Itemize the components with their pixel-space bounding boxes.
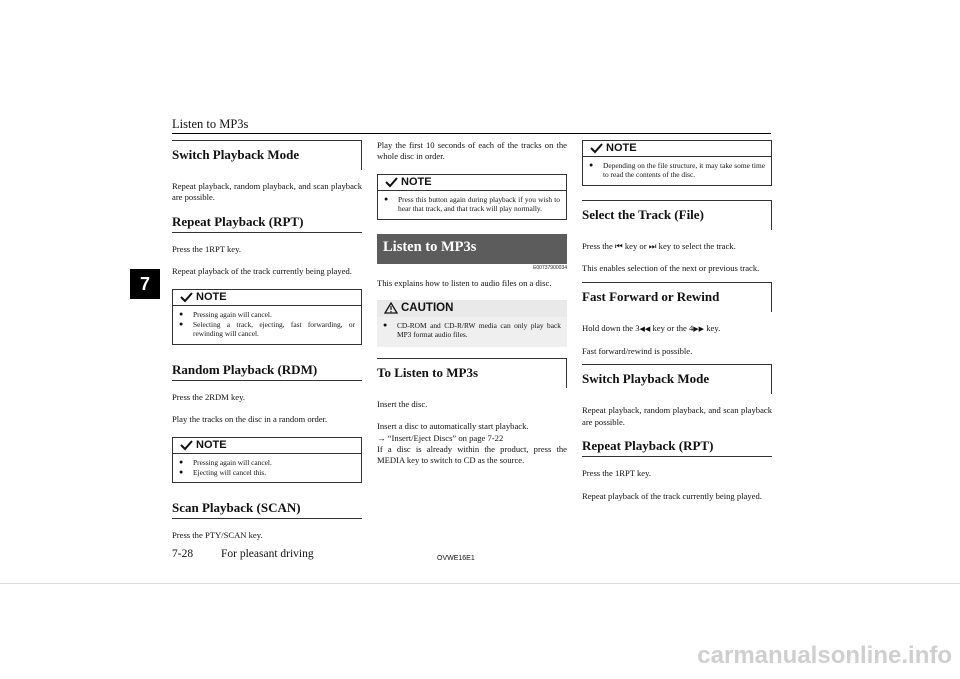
section-title-bar: Listen to MP3s — [377, 234, 567, 264]
paragraph: Fast forward/rewind is possible. — [582, 346, 693, 357]
note-item: ● Press this button again during playback if you wish to hear that track, and that track will play normally. — [384, 195, 560, 214]
column-1 — [172, 140, 362, 542]
footer-code: OVWE16E1 — [437, 555, 475, 562]
fast-forward-icon: ▶▶ — [693, 324, 705, 333]
note-item: ● Pressing again will cancel. — [179, 310, 355, 319]
paragraph: Hold down the 3◀◀ key or the 4▶▶ key. — [582, 322, 721, 333]
paragraph: Play the first 10 seconds of each of the tracks on the whole disc in order. — [377, 140, 567, 162]
caution-item: ● CD-ROM and CD-R/RW media can only play back MP3 format audio files. — [383, 321, 561, 340]
warning-icon — [384, 302, 398, 314]
paragraph: Repeat playback, random playback, and scan playback are possible. — [172, 181, 362, 203]
note-icon — [180, 292, 193, 303]
heading-random-playback: Random Playback (RDM) — [172, 359, 362, 381]
note-item: ● Ejecting will cancel this. — [179, 468, 355, 477]
note-label: NOTE — [606, 142, 637, 154]
column-3 — [582, 140, 772, 502]
page-header-title: Listen to MP3s — [172, 117, 249, 131]
heading-repeat-playback: Repeat Playback (RPT) — [172, 211, 362, 233]
paragraph: Repeat playback of the track currently being played. — [582, 490, 762, 501]
watermark: carmanualsonline.info — [697, 642, 952, 669]
paragraph: If a disc is already within the product, press the MEDIA key to switch to CD as the source. — [377, 444, 567, 466]
heading-to-listen: To Listen to MP3s — [377, 358, 567, 388]
heading-switch-playback: Switch Playback Mode — [582, 364, 772, 394]
note-item: ● Pressing again will cancel. — [179, 458, 355, 467]
paragraph: Insert a disc to automatically start playback. — [377, 421, 529, 432]
note-label: NOTE — [196, 290, 227, 303]
column-2 — [377, 140, 567, 467]
caution-label: CAUTION — [401, 302, 454, 315]
note-label: NOTE — [401, 175, 432, 188]
paragraph: Repeat playback of the track currently being played. — [172, 266, 352, 277]
rewind-icon: ◀◀ — [639, 324, 651, 333]
header-rule — [172, 133, 771, 134]
heading-switch-playback: Switch Playback Mode — [172, 140, 362, 170]
cross-reference: → “Insert/Eject Discs” on page 7-22 — [377, 432, 504, 443]
page-number: 7-28 — [172, 548, 194, 560]
paragraph: Play the tracks on the disc in a random order. — [172, 414, 328, 425]
paragraph: Repeat playback, random playback, and scan playback are possible. — [582, 405, 772, 427]
note-icon — [590, 143, 603, 154]
paragraph: Press the 1RPT key. — [172, 243, 241, 254]
paragraph: Press the 2RDM key. — [172, 391, 245, 402]
paragraph: Insert the disc. — [377, 398, 428, 409]
note-icon — [385, 177, 398, 188]
paragraph: This enables selection of the next or previous track. — [582, 263, 760, 274]
heading-fast-forward: Fast Forward or Rewind — [582, 282, 772, 312]
note-box — [172, 289, 362, 345]
note-item: ● Depending on the file structure, it may take some time to read the contents of the disc. — [589, 161, 765, 180]
paragraph: Press the 1RPT key. — [582, 468, 651, 479]
next-track-icon: ⏭ — [648, 240, 657, 251]
section-code: E00737900034 — [533, 264, 567, 271]
heading-repeat-playback: Repeat Playback (RPT) — [582, 435, 772, 457]
caution-box — [377, 300, 567, 347]
paragraph: This explains how to listen to audio files on a disc. — [377, 277, 552, 288]
note-box — [582, 140, 772, 186]
previous-track-icon: ⏮ — [614, 240, 623, 251]
note-box — [377, 174, 567, 220]
note-label: NOTE — [196, 438, 227, 451]
paragraph: Press the PTY/SCAN key. — [172, 530, 263, 541]
note-box — [172, 437, 362, 484]
footer-section: For pleasant driving — [221, 548, 314, 560]
note-icon — [180, 440, 193, 451]
paragraph: Press the ⏮ key or ⏭ key to select the track. — [582, 240, 736, 251]
note-item: ● Selecting a track, ejecting, fast forwarding, or rewinding will cancel. — [179, 320, 355, 339]
heading-scan-playback: Scan Playback (SCAN) — [172, 497, 362, 519]
chapter-tab: 7 — [130, 269, 160, 299]
heading-select-track: Select the Track (File) — [582, 200, 772, 230]
crop-rule — [0, 583, 960, 584]
